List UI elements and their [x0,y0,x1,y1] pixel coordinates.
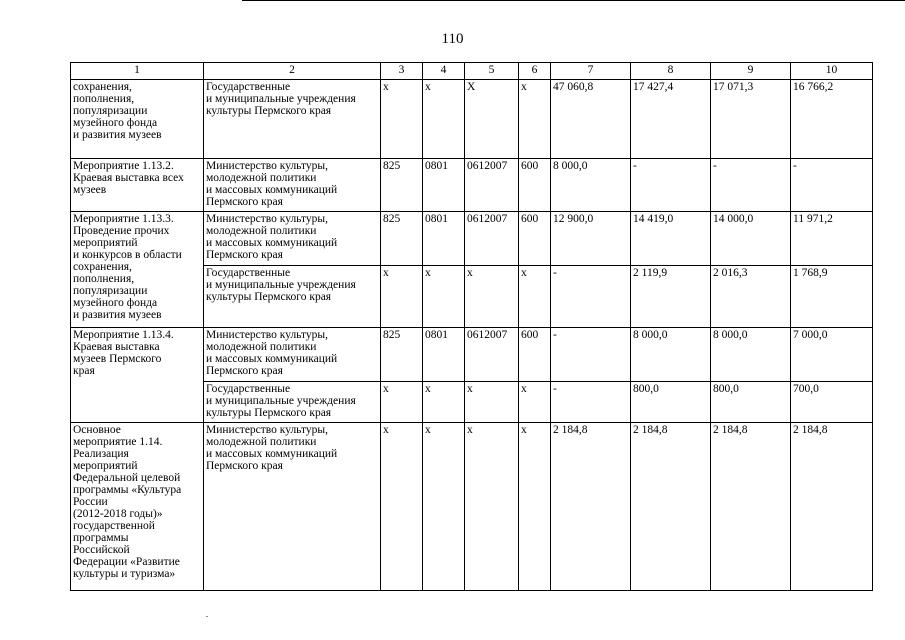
table-row [71,80,873,159]
section-code-cell: х [423,423,465,591]
executor-cell: Государственные и муниципальные учреждения культуры Пермского края [204,382,381,423]
column-header: 7 [551,63,631,80]
section-code-cell: х [423,382,465,423]
column-header: 10 [791,63,873,80]
amount-cell: - [791,159,873,212]
amount-cell: 14 419,0 [631,212,711,266]
top-border-line [242,0,905,1]
amount-cell: 8 000,0 [711,328,791,382]
grbs-code-cell: х [381,382,423,423]
executor-cell: Министерство культуры, молодежной политики и массовых коммуникаций Пермского края [204,423,381,591]
table-header-row [71,63,873,80]
amount-cell: 8 000,0 [551,159,631,212]
table-row [71,212,873,266]
amount-cell: 2 119,9 [631,266,711,328]
amount-cell: - [631,159,711,212]
table-row [71,159,873,212]
amount-cell: - [551,382,631,423]
target-article-cell: 0612007 [465,159,519,212]
activity-name-cell: Мероприятие 1.13.4. Краевая выставка музеев Пермского края [71,328,204,423]
grbs-code-cell: 825 [381,159,423,212]
amount-cell: 14 000,0 [711,212,791,266]
column-header: 1 [71,63,204,80]
expense-type-cell: 600 [519,212,551,266]
amount-cell: 17 427,4 [631,80,711,159]
target-article-cell: 0612007 [465,328,519,382]
amount-cell: 2 184,8 [551,423,631,591]
column-header: 3 [381,63,423,80]
amount-cell: 800,0 [631,382,711,423]
scan-speck [206,616,208,617]
amount-cell: 2 016,3 [711,266,791,328]
table-row [71,328,873,382]
amount-cell: 16 766,2 [791,80,873,159]
activity-name-cell: Мероприятие 1.13.3. Проведение прочих мероприятий и конкурсов в области сохранения, пополнения, популяризации музейного фонда и развития музеев [71,212,204,328]
amount-cell: - [551,266,631,328]
amount-cell: 2 184,8 [791,423,873,591]
table-row [71,423,873,591]
expense-type-cell: 600 [519,159,551,212]
target-article-cell: х [465,423,519,591]
target-article-cell: Х [465,80,519,159]
executor-cell: Государственные и муниципальные учреждения культуры Пермского края [204,80,381,159]
activity-name-cell: сохранения, пополнения, популяризации музейного фонда и развития музеев [71,80,204,159]
grbs-code-cell: х [381,266,423,328]
column-header: 4 [423,63,465,80]
column-header: 8 [631,63,711,80]
section-code-cell: 0801 [423,159,465,212]
target-article-cell: 0612007 [465,212,519,266]
target-article-cell: х [465,266,519,328]
amount-cell: - [551,328,631,382]
column-header: 2 [204,63,381,80]
section-code-cell: 0801 [423,212,465,266]
expense-type-cell: 600 [519,328,551,382]
amount-cell: 800,0 [711,382,791,423]
section-code-cell: 0801 [423,328,465,382]
budget-table [70,62,873,591]
grbs-code-cell: 825 [381,212,423,266]
executor-cell: Государственные и муниципальные учреждения культуры Пермского края [204,266,381,328]
amount-cell: 17 071,3 [711,80,791,159]
grbs-code-cell: 825 [381,328,423,382]
executor-cell: Министерство культуры, молодежной политики и массовых коммуникаций Пермского края [204,159,381,212]
expense-type-cell: х [519,423,551,591]
amount-cell: 1 768,9 [791,266,873,328]
section-code-cell: х [423,266,465,328]
grbs-code-cell: х [381,423,423,591]
amount-cell: 700,0 [791,382,873,423]
executor-cell: Министерство культуры, молодежной политики и массовых коммуникаций Пермского края [204,328,381,382]
column-header: 9 [711,63,791,80]
grbs-code-cell: х [381,80,423,159]
expense-type-cell: х [519,266,551,328]
column-header: 6 [519,63,551,80]
activity-name-cell: Мероприятие 1.13.2. Краевая выставка всех музеев [71,159,204,212]
expense-type-cell: х [519,382,551,423]
target-article-cell: х [465,382,519,423]
amount-cell: 11 971,2 [791,212,873,266]
amount-cell: 12 900,0 [551,212,631,266]
executor-cell: Министерство культуры, молодежной политики и массовых коммуникаций Пермского края [204,212,381,266]
page-number: 110 [441,31,464,47]
amount-cell: 7 000,0 [791,328,873,382]
section-code-cell: х [423,80,465,159]
amount-cell: 47 060,8 [551,80,631,159]
amount-cell: - [711,159,791,212]
activity-name-cell: Основное мероприятие 1.14. Реализация мероприятий Федеральной целевой программы «Культура России (2012-2018 годы)» государственной программы Российской Федерации «Развитие культуры и туризма» [71,423,204,591]
amount-cell: 2 184,8 [631,423,711,591]
amount-cell: 8 000,0 [631,328,711,382]
amount-cell: 2 184,8 [711,423,791,591]
column-header: 5 [465,63,519,80]
expense-type-cell: х [519,80,551,159]
